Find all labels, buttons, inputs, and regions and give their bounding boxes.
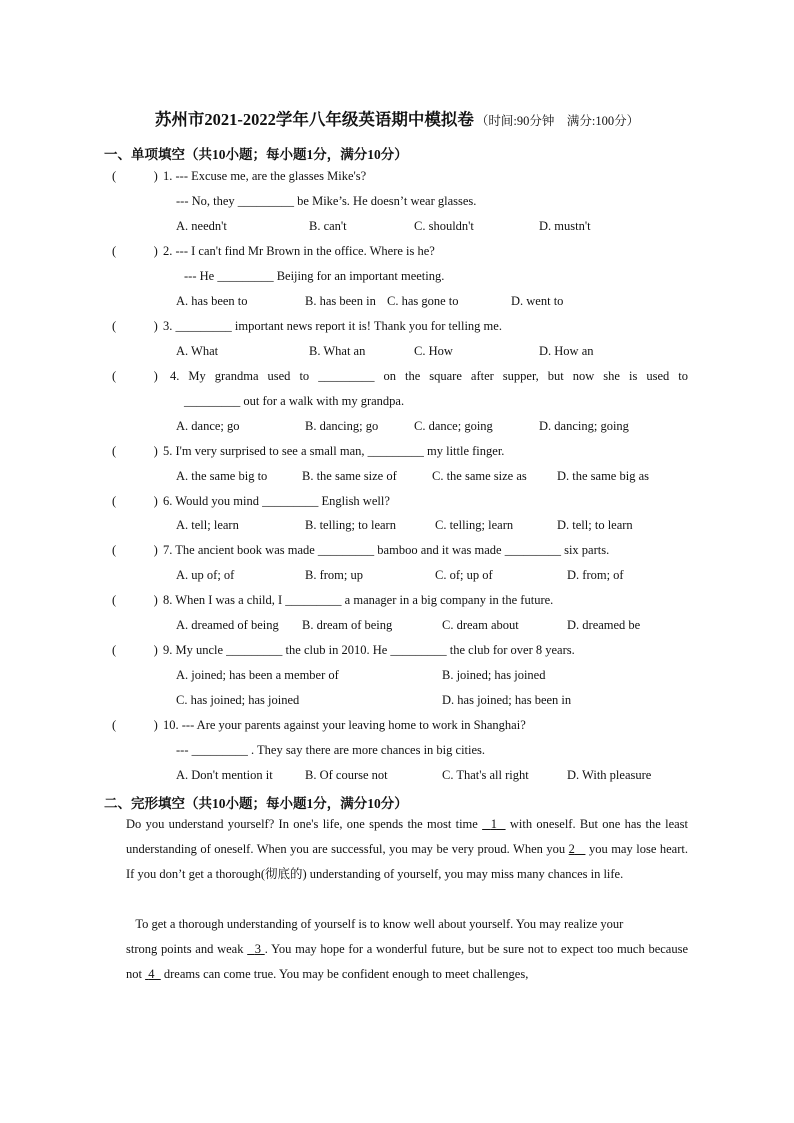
option-b: B. telling; to learn [305, 518, 396, 532]
question-line2: --- He _________ Beijing for an important meeting. [184, 269, 445, 283]
passage-text: . You may hope for a wonderful future, but be sure not to expect too much because not [126, 942, 689, 981]
option-c: C. dance; going [414, 419, 493, 433]
question-stem: 1. --- Excuse me, are the glasses Mike's? [163, 169, 367, 183]
blank-number[interactable] [247, 942, 265, 956]
blank-label: 2 [568, 842, 575, 856]
blank-label: 4 [148, 967, 155, 981]
question-line2: --- No, they _________ be Mike’s. He doesn’t wear glasses. [176, 194, 477, 208]
passage-text: with oneself. But one has the least understanding of oneself. When you are successful, you may be very proud. When you [126, 817, 689, 856]
answer-paren[interactable]: ( ) [112, 494, 158, 508]
option-d: D. tell; to learn [557, 518, 633, 532]
blank-label: 3 [254, 942, 261, 956]
option-a: A. the same big to [176, 469, 268, 483]
option-c: C. the same size as [432, 469, 527, 483]
option-a: A. needn't [176, 219, 227, 233]
passage-text: To get a thorough understanding of yourself is to know well about yourself. You may realize your [135, 917, 624, 931]
option-d: D. How an [539, 344, 594, 358]
option-b: B. can't [309, 219, 347, 233]
option-b: B. joined; has joined [442, 668, 546, 682]
option-c: C. of; up of [435, 568, 493, 582]
answer-paren[interactable]: ( ) [112, 369, 158, 383]
question-stem: 4. My grandma used to _________ on the square after supper, but now she is used to [170, 369, 688, 383]
question-line2: --- _________ . They say there are more chances in big cities. [176, 743, 486, 757]
option-c: C. telling; learn [435, 518, 514, 532]
option-a: A. has been to [176, 294, 248, 308]
option-d: D. mustn't [539, 219, 591, 233]
title-meta: （时间:90分钟 满分:100分） [475, 114, 640, 128]
option-a: A. What [176, 344, 219, 358]
passage-text: Do you understand yourself? In one's life, one spends the most time [126, 817, 483, 831]
option-b: B. dream of being [302, 618, 393, 632]
option-c: C. How [414, 344, 453, 358]
cloze-passage-p2 [126, 912, 688, 987]
answer-paren[interactable]: ( ) [112, 643, 158, 657]
option-b: B. Of course not [305, 768, 388, 782]
blank-number[interactable] [569, 842, 586, 856]
option-d: D. from; of [567, 568, 624, 582]
question-stem: 6. Would you mind _________ English well? [163, 494, 390, 508]
passage-text: you may lose heart. If you don’t get a thorough(彻底的) understanding of yourself, you may miss many chances in life. [126, 842, 688, 881]
option-d: D. With pleasure [567, 768, 652, 782]
answer-paren[interactable]: ( ) [112, 718, 158, 732]
option-c: C. has joined; has joined [176, 693, 300, 707]
answer-paren[interactable]: ( ) [112, 593, 158, 607]
option-c: C. shouldn't [414, 219, 474, 233]
answer-paren[interactable]: ( ) [112, 543, 158, 557]
question-stem: 5. I'm very surprised to see a small man, _________ my little finger. [163, 444, 505, 458]
answer-paren[interactable]: ( ) [112, 444, 158, 458]
option-d: D. has joined; has been in [442, 693, 572, 707]
option-d: D. the same big as [557, 469, 649, 483]
passage-text: strong points and weak [126, 942, 248, 956]
option-b: B. dancing; go [305, 419, 379, 433]
option-b: B. from; up [305, 568, 363, 582]
question-stem: 7. The ancient book was made _________ bamboo and it was made _________ six parts. [163, 543, 610, 557]
option-b: B. has been in [305, 294, 376, 308]
option-c: C. dream about [442, 618, 519, 632]
option-a: A. dreamed of being [176, 618, 279, 632]
option-b: B. What an [309, 344, 366, 358]
option-c: C. That's all right [442, 768, 529, 782]
option-d: D. dreamed be [567, 618, 641, 632]
section1-heading: 一、单项填空（共10小题；每小题1分，满分10分） [104, 147, 408, 162]
answer-paren[interactable]: ( ) [112, 244, 158, 258]
option-a: A. tell; learn [176, 518, 239, 532]
cloze-passage-p1 [126, 812, 688, 887]
answer-paren[interactable]: ( ) [112, 169, 158, 183]
option-a: A. up of; of [176, 568, 235, 582]
option-d: D. dancing; going [539, 419, 629, 433]
blank-number[interactable] [145, 967, 161, 981]
answer-paren[interactable]: ( ) [112, 319, 158, 333]
passage-text: dreams can come true. You may be confident enough to meet challenges, [160, 967, 529, 981]
title-main: 苏州市2021-2022学年八年级英语期中模拟卷 [154, 110, 474, 129]
question-stem: 8. When I was a child, I _________ a manager in a big company in the future. [163, 593, 554, 607]
question-stem: 3. _________ important news report it is! Thank you for telling me. [163, 319, 502, 333]
question-stem: 9. My uncle _________ the club in 2010. He _________ the club for over 8 years. [163, 643, 575, 657]
option-c: C. has gone to [387, 294, 459, 308]
exam-title [0, 106, 794, 130]
option-a: A. joined; has been a member of [176, 668, 339, 682]
blank-label: 1 [490, 817, 497, 831]
blank-number[interactable] [482, 817, 505, 831]
section2-heading: 二、完形填空（共10小题；每小题1分，满分10分） [104, 796, 408, 811]
question-stem: 10. --- Are your parents against your leaving home to work in Shanghai? [163, 718, 526, 732]
option-a: A. Don't mention it [176, 768, 273, 782]
question-stem: 2. --- I can't find Mr Brown in the office. Where is he? [163, 244, 435, 258]
option-b: B. the same size of [302, 469, 397, 483]
question-line2: _________ out for a walk with my grandpa. [184, 394, 405, 408]
option-d: D. went to [511, 294, 564, 308]
option-a: A. dance; go [176, 419, 240, 433]
